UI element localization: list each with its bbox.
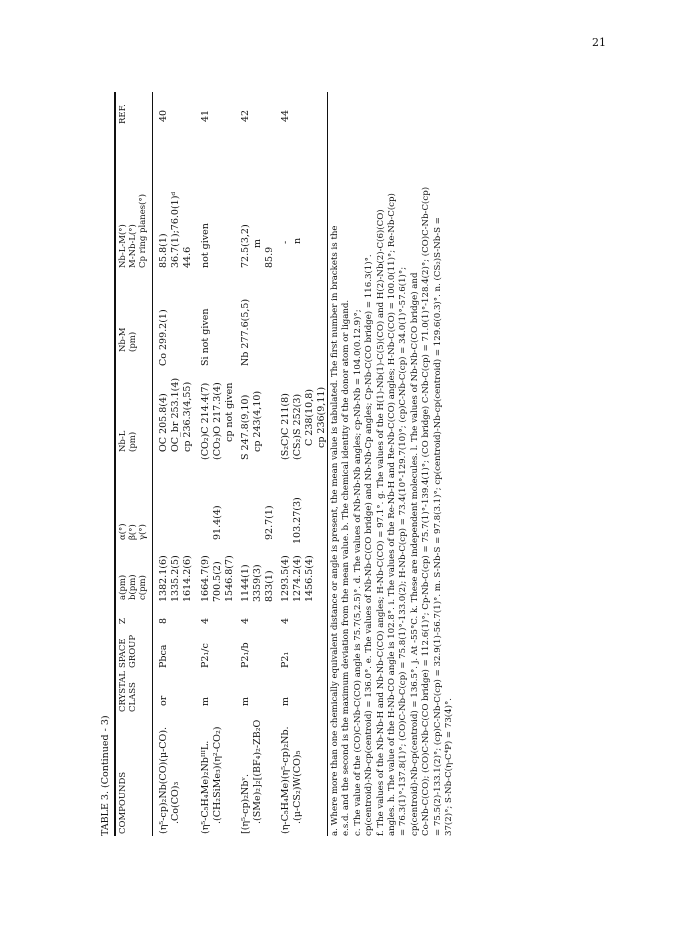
header-alpha: α(°) [118,523,128,540]
row2-nbl-3: cp not given [224,382,235,442]
bottom-rule [327,92,328,836]
header-b: b(pm) [128,574,138,600]
row3-beta: 92.7(1) [264,505,275,540]
row4-compound-1: (η-C₅H₄Me)(η⁵-cp)₂Nb. [280,726,291,834]
header-nbl-1: Nb-L [118,430,128,452]
header-z: Z [118,618,128,624]
header-gamma: γ(°) [138,524,148,540]
header-angle-1: Nb-L-M(°) [118,224,128,268]
header-compounds: COMPOUNDS [118,771,128,834]
header-ref: REF. [118,104,128,124]
row2-c: 1546.8(7) [224,555,235,602]
footnote-line: angles. h. The value of the H-Nb-CO angle is 102.8°. i. The values of the Re-Nb-H and Re-Nb-C(CO) angles; H-Nb-C(CO) = 100.0(11)°; Re-Nb-C(cp) [387,193,398,836]
footnote-line: f. The values of the Nb-Nb-H and Nb-Nb-C(CO) angles; H-Nb-C(CO) = 97.1°. g. The values of the H(1)-Nb(1)-C(5)(CO) and H(2)-Nb(2)-C(6)(CO) [375,209,386,836]
header-a: a(pm) [118,574,128,600]
row2-beta: 91.4(4) [212,505,223,540]
row1-angle-1: 85.8(1) [158,233,169,268]
row1-crystal: or [158,695,169,706]
row2-ref: 41 [200,109,211,122]
header-angle-2: M-Nb-L(°) [128,224,138,268]
row2-compound-2: .(CH₂SiMe₃)(η²-CO₂) [212,726,223,824]
footnote-line: cp(centroid)-Nb-cp(centroid) = 136.5°. j. At -55°C. k. These are independent molecules. l. The values of Nb-Nb-C(CO bridge) and [409,272,420,836]
row1-nbl-1: OC 205.8(4) [158,393,169,452]
row3-nbl-1: S 247.8(9,10) [240,394,251,460]
row2-angle-1: not given [200,223,211,268]
footnote-line: a. Where more than one chemically equivalent distance or angle is present, the mean value is tabulated. The first number in brackets is the [330,225,340,836]
row3-angle-2: m [252,238,263,248]
row4-beta: 103.27(3) [292,497,303,544]
row1-compound-2: .Co(CO)₃ [170,781,181,824]
row3-nbm: Nb 277.6(5,5) [240,298,251,366]
header-rule [152,92,153,836]
row3-a: 1144(1) [240,564,251,602]
row1-nbl-3: cp 236.3(4,55) [182,381,193,452]
row4-c: 1456.5(4) [304,555,315,602]
row1-angle-3: 44.6 [182,246,193,268]
row4-ref: 44 [280,109,291,122]
row3-angle-1: 72.5(3,2) [240,224,251,268]
page-number: 21 [592,36,606,49]
rotated-table [100,92,455,836]
row3-compound-1: [(η⁵-cp)₂Nbᵛ. [240,774,251,834]
row4-angle-1: - [280,240,291,244]
row1-b: 1335.2(5) [170,555,181,602]
row2-b: 700.5(2) [212,561,223,602]
row4-nbl-2: (CS₂)S 252(3) [292,393,303,460]
row3-c: 833(1) [264,570,275,602]
row1-c: 1614.2(6) [182,555,193,602]
row3-b: 3359(3) [252,564,263,602]
row1-angle-2: 36.7(1);76.0(1)ᵈ [170,191,181,268]
row4-crystal: m [280,696,291,706]
row4-a: 1293.5(4) [280,555,291,602]
row4-b: 1274.2(4) [292,555,303,602]
footnote-line: c. The value of the (CO)C-Nb-C(CO) angle is 75.7(5,2.5)°. d. The values of Nb-Nb-Nb angles; cp-Nb-Nb = 104.0(0.12.9)°; [352,309,363,836]
row4-compound-2: .(μ-CS₂)W(CO)₅ [292,750,303,824]
row3-space: P2₁/b [240,642,251,668]
row4-nbl-1: (S₂C)C 211(8) [280,393,291,460]
row2-nbl-2: (CO₂)O 217.3(4) [212,382,223,460]
row2-space: P2₁/c [200,643,211,668]
row3-nbl-2: cp 243(4,10) [252,390,263,452]
row1-compound-1: (η⁵-cp)₂Nb(CO)(μ-CO). [158,726,169,834]
footnote-line: = 76.3(1)°-137.8(1)°; (CO)C-Nb-C(cp) = 75.8(1)°-133.0(2); H-Nb-C(cp) = 73.4(10°-129.7(10)°; (cp)C-Nb-C(cp) = 34.0(1)°-57.6(1)°; [398,266,409,836]
row3-crystal: m [240,696,251,706]
row3-compound-2: .(SMe)₂]₂[(BF₄)₂-ZB₂O [252,719,263,824]
header-nbm-1: Nb-M [118,327,128,352]
row1-space: Pbca [158,644,169,668]
top-rule [114,92,116,836]
row4-z: 4 [280,617,291,624]
row3-z: 4 [240,617,251,624]
row1-nbl-2: OC_br 253.1(4) [170,377,181,452]
row3-ref: 42 [240,109,251,122]
row4-space: P2₁ [280,651,291,668]
row2-nbl-1: (CO₂)C 214.4(7) [200,382,211,460]
row4-angle-2: n [292,237,303,244]
footnote-line: Co-Nb-C(CO); (CO)C-Nb-C(CO bridge) = 112.6(1)°; Cp-Nb-C(cp) = 75.7(1)°-139.4(1)°; (CO bridge) C-Nb-C(cp) = 71.0(1)°-128.4(2)°; (CO)C-Nb-C(cp) [421,186,432,836]
footnote-line: cp(centroid)-Nb-cp(centroid) = 136.0°. e. The values of Nb-Nb-C(CO bridge) and Nb-Nb-Cp angles; Cp-Nb-C(CO bridge) = 116.3(1)°. [364,254,375,836]
row2-a: 1664.7(9) [200,555,211,602]
footnote-line: = 75.5(2)-133.1(2)°; (cp)C-Nb-C(cp) = 32.9(1)-56.7(1)°. m. S-Nb-S = 97.8(3.1)°; cp(centroid)-Nb-cp(centroid) = 129.6(0.3)°. n. (CS₂)S-Nb-S = [432,217,443,836]
header-space-1: SPACE [118,638,128,668]
row1-nbm: Co 299.2(1) [158,309,169,366]
header-nbl-2: (pm) [128,431,138,452]
header-space-2: GROUP [128,634,138,668]
row3-angle-3: 85.9 [264,246,275,268]
row4-nbl-3: C 238(10,8) [304,389,315,446]
footnotes [330,92,455,836]
footnote-line: e.s.d. and the second is the maximum deviation from the mean value. b. The chemical identity of the donor atom or ligand. [341,299,352,836]
header-crystal-2: CLASS [128,682,138,712]
row4-nbl-4: cp 236(9,11) [316,386,327,448]
header-c: c(pm) [138,575,148,600]
row2-z: 4 [200,617,211,624]
table-title: TABLE 3. (Continued - 3) [100,715,111,836]
footnote-line: 37(2)°; S-Nb-C(η-C⁴P) = 73(4)°. [444,698,455,836]
row1-a: 1382.1(6) [158,555,169,602]
row2-compound-1: (η⁵-C₅H₄Me)₂NbᴵᴵᴵL. [200,740,211,834]
header-beta: β(°) [128,524,138,540]
row1-z: 8 [158,617,169,624]
row2-crystal: m [200,696,211,706]
row1-ref: 40 [158,109,169,122]
header-crystal-1: CRYSTAL [118,670,128,712]
row2-nbm: Si not given [200,308,211,366]
header-nbm-2: (pm) [128,331,138,352]
header-angle-3: Cp ring planes(°) [138,193,148,268]
